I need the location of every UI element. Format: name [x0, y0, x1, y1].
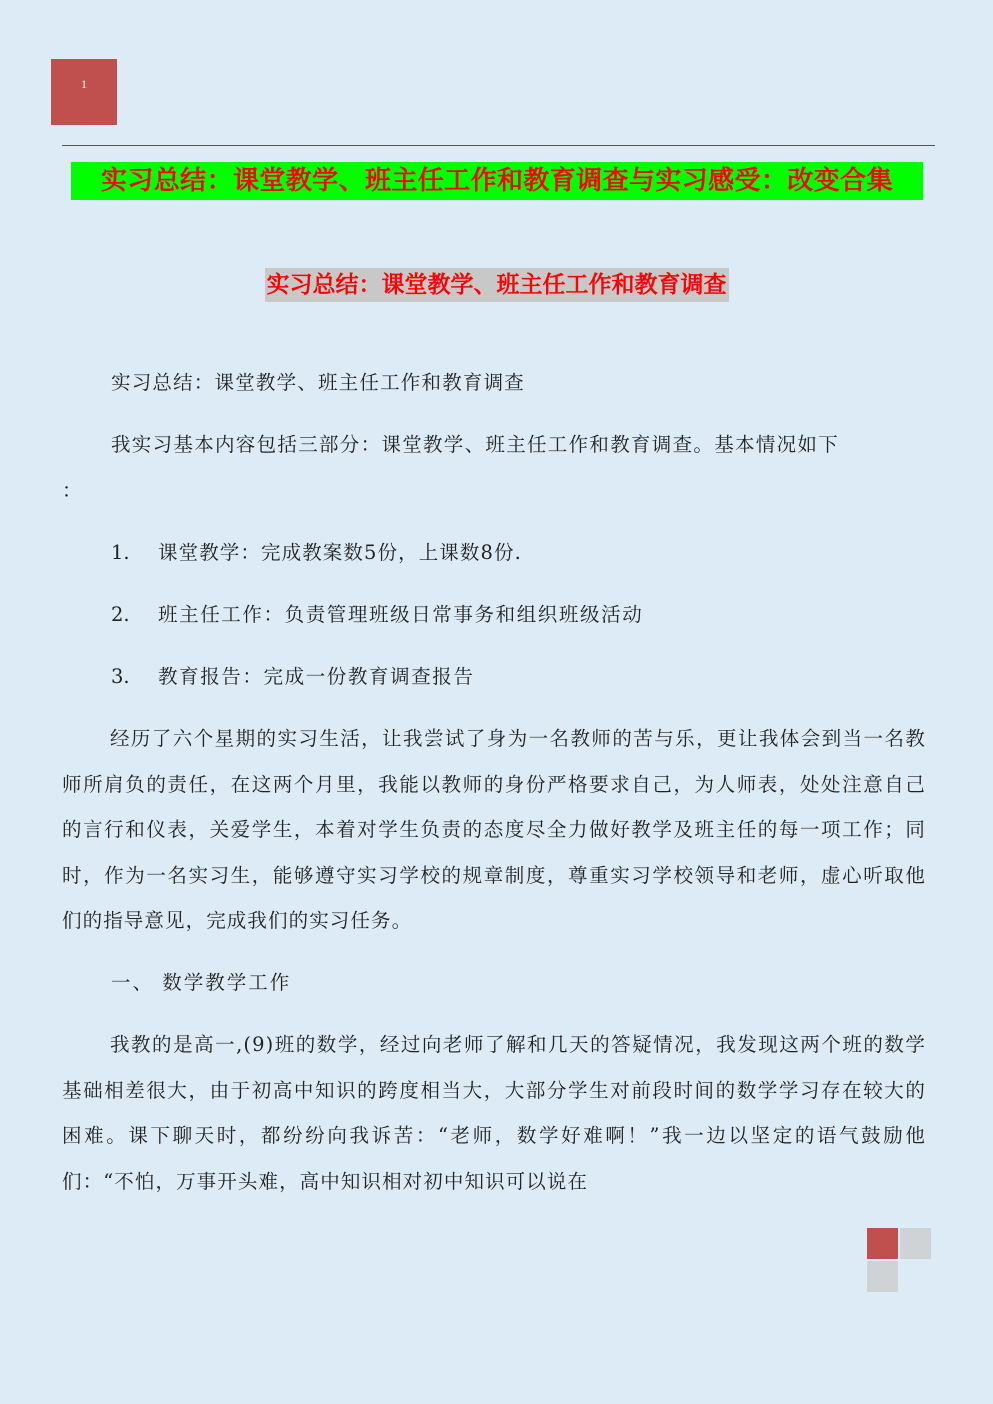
list-item: 课堂教学：完成教案数5份，上课数8份. [158, 541, 522, 564]
list-item-number: 3. [111, 665, 130, 688]
intro-continuation: ： [62, 479, 82, 502]
corner-decoration [867, 1228, 933, 1294]
decor-tile-gray [867, 1261, 898, 1292]
intro-line: 我实习基本内容包括三部分：课堂教学、班主任工作和教育调查。基本情况如下 [111, 433, 840, 456]
body-heading-line: 实习总结：课堂教学、班主任工作和教育调查 [111, 371, 526, 394]
section-title: 实习总结：课堂教学、班主任工作和教育调查 [265, 268, 729, 302]
list-item-number: 1. [111, 541, 130, 564]
page-number-badge: 1 [51, 59, 117, 125]
decor-tile-gray [900, 1228, 931, 1259]
list-item-number: 2. [111, 603, 130, 626]
section-heading: 一、 数学教学工作 [111, 971, 292, 994]
decor-tile-red [867, 1228, 898, 1259]
list-item: 教育报告：完成一份教育调查报告 [158, 665, 475, 688]
header-rule [62, 145, 935, 146]
paragraph-teaching: 我教的是高一,(9)班的数学，经过向老师了解和几天的答疑情况，我发现这两个班的数学基础相差很大，由于初高中知识的跨度相当大，大部分学生对前段时间的数学学习存在较大的困难。课下聊天时，都纷纷向我诉苦：“老师，数学好难啊！”我一边以坚定的语气鼓励他们：“不怕，万事开头难，高中知识相对初中知识可以说在 [62, 1033, 926, 1193]
paragraph-experience: 经历了六个星期的实习生活，让我尝试了身为一名教师的苦与乐，更让我体会到当一名教师所肩负的责任，在这两个月里，我能以教师的身份严格要求自己，为人师表，处处注意自己的言行和仪表，关爱学生，本着对学生负责的态度尽全力做好教学及班主任的每一项工作；同时，作为一名实习生，能够遵守实习学校的规章制度，尊重实习学校领导和老师，虚心听取他们的指导意见，完成我们的实习任务。 [62, 727, 926, 932]
list-item: 班主任工作：负责管理班级日常事务和组织班级活动 [158, 603, 644, 626]
document-title: 实习总结：课堂教学、班主任工作和教育调查与实习感受：改变合集 [71, 162, 923, 200]
